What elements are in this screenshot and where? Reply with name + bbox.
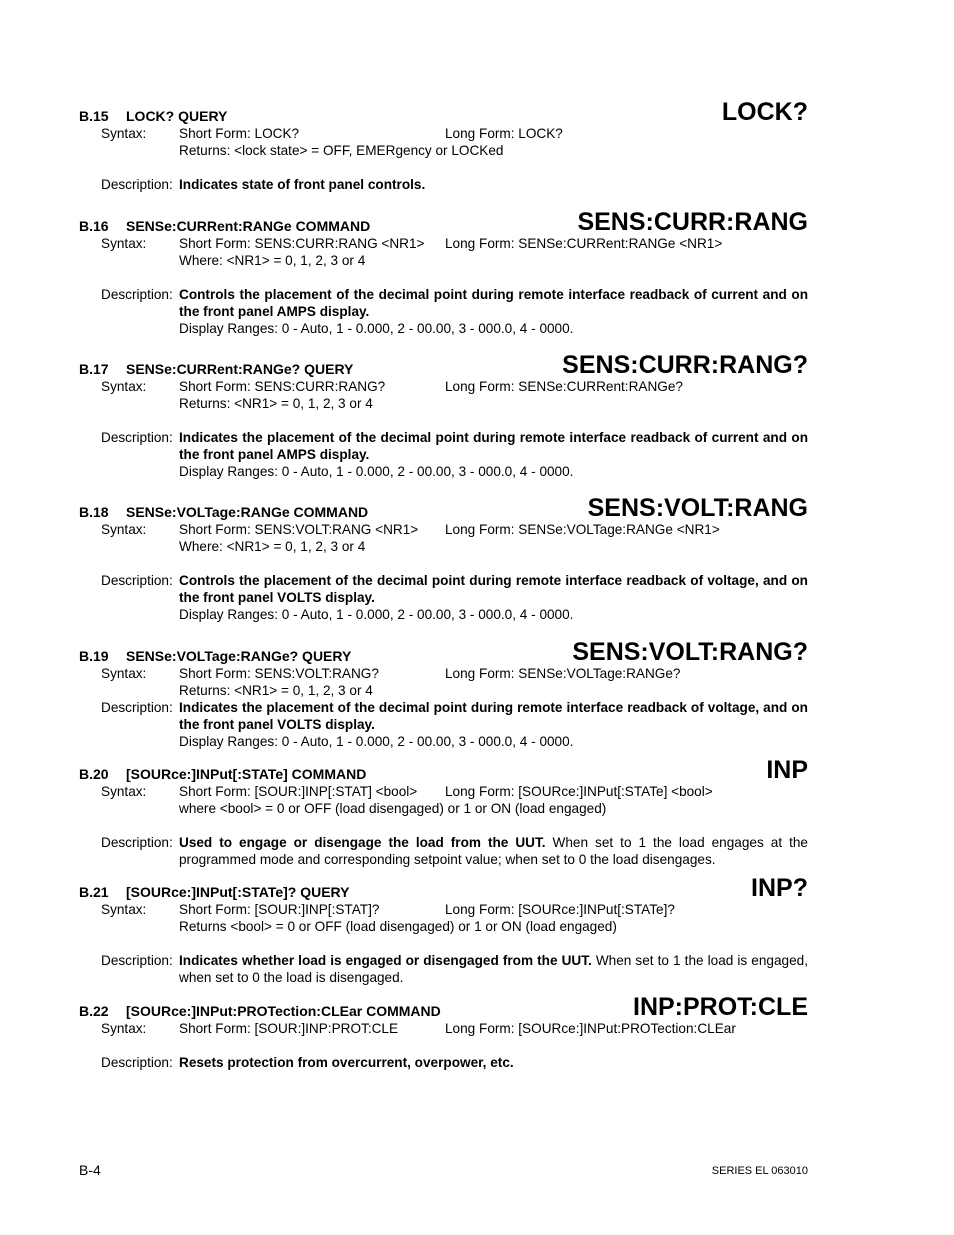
- description-label: Description:: [101, 1055, 173, 1070]
- long-form: Long Form: [SOURce:]INPut[:STATe] <bool>: [445, 784, 713, 799]
- section-title: [SOURce:]INPut[:STATe] COMMAND: [126, 766, 367, 782]
- short-form: Short Form: SENS:CURR:RANG <NR1>: [179, 236, 425, 251]
- section-title: SENSe:CURRent:RANGe COMMAND: [126, 218, 371, 234]
- long-form: Long Form: [SOURce:]INPut[:STATe]?: [445, 902, 675, 917]
- short-form: Short Form: [SOUR:]INP[:STAT]?: [179, 902, 380, 917]
- syntax-row: [79, 1020, 808, 1037]
- description-bold: Resets protection from overcurrent, overpower, etc.: [179, 1055, 514, 1070]
- description-bold: Indicates the placement of the decimal point during remote interface readback of voltage, and on the front panel VOLTS display.: [179, 700, 808, 732]
- syntax-row: [79, 235, 808, 252]
- section-number: B.19: [79, 648, 109, 664]
- description-row: [79, 699, 808, 750]
- section-header: [79, 756, 808, 784]
- section-b21: [79, 874, 808, 986]
- section-title: [SOURce:]INPut:PROTection:CLEar COMMAND: [126, 1003, 441, 1019]
- syntax-detail-row: [79, 682, 808, 699]
- section-title: [SOURce:]INPut[:STATe]? QUERY: [126, 884, 350, 900]
- section-header: [79, 993, 808, 1021]
- syntax-label: Syntax:: [101, 522, 147, 537]
- section-number: B.18: [79, 504, 109, 520]
- syntax-detail: Returns: <lock state> = OFF, EMERgency or LOCKed: [179, 143, 504, 158]
- description-label: Description:: [101, 700, 173, 715]
- description-row: [79, 1054, 808, 1071]
- short-form: Short Form: [SOUR:]INP[:STAT] <bool>: [179, 784, 418, 799]
- description-bold: Indicates whether load is engaged or disengaged from the UUT.: [179, 953, 592, 968]
- section-b17: [79, 351, 808, 480]
- syntax-detail-row: [79, 142, 808, 159]
- display-ranges: Display Ranges: 0 - Auto, 1 - 0.000, 2 - 00.00, 3 - 000.0, 4 - 0000.: [179, 734, 574, 749]
- short-form: Short Form: LOCK?: [179, 126, 300, 141]
- syntax-row: [79, 521, 808, 538]
- syntax-label: Syntax:: [101, 236, 147, 251]
- syntax-detail: Where: <NR1> = 0, 1, 2, 3 or 4: [179, 539, 366, 554]
- long-form: Long Form: [SOURce:]INPut:PROTection:CLEar: [445, 1021, 736, 1036]
- description-label: Description:: [101, 177, 173, 192]
- syntax-row: [79, 901, 808, 918]
- short-form: Short Form: [SOUR:]INP:PROT:CLE: [179, 1021, 399, 1036]
- syntax-row: [79, 378, 808, 395]
- display-ranges: Display Ranges: 0 - Auto, 1 - 0.000, 2 - 00.00, 3 - 000.0, 4 - 0000.: [179, 321, 574, 336]
- section-number: B.15: [79, 108, 109, 124]
- section-b18: [79, 494, 808, 623]
- syntax-label: Syntax:: [101, 1021, 147, 1036]
- syntax-label: Syntax:: [101, 902, 147, 917]
- command-mnemonic: INP?: [751, 874, 808, 902]
- command-mnemonic: SENS:CURR:RANG: [577, 208, 808, 236]
- description-bold: Controls the placement of the decimal point during remote interface readback of voltage, and on the front panel VOLTS display.: [179, 573, 808, 605]
- syntax-detail: Returns <bool> = 0 or OFF (load disengaged) or 1 or ON (load engaged): [179, 919, 617, 934]
- description-bold: Indicates the placement of the decimal point during remote interface readback of current and on the front panel AMPS display.: [179, 430, 808, 462]
- section-b16: [79, 208, 808, 337]
- section-header: [79, 638, 808, 666]
- section-b20: [79, 756, 808, 868]
- long-form: Long Form: LOCK?: [445, 126, 563, 141]
- section-title: SENSe:VOLTage:RANGe? QUERY: [126, 648, 352, 664]
- long-form: Long Form: SENSe:CURRent:RANGe <NR1>: [445, 236, 723, 251]
- short-form: Short Form: SENS:VOLT:RANG <NR1>: [179, 522, 419, 537]
- description-label: Description:: [101, 953, 173, 968]
- section-b15: [79, 98, 808, 193]
- description-label: Description:: [101, 835, 173, 850]
- description-label: Description:: [101, 573, 173, 588]
- command-mnemonic: INP: [766, 756, 808, 784]
- section-title: LOCK? QUERY: [126, 108, 228, 124]
- command-mnemonic: LOCK?: [721, 98, 808, 126]
- syntax-row: [79, 783, 808, 800]
- section-header: [79, 351, 808, 379]
- description-row: [79, 429, 808, 480]
- description-bold: Controls the placement of the decimal point during remote interface readback of current and on the front panel AMPS display.: [179, 287, 808, 319]
- syntax-detail-row: [79, 252, 808, 269]
- section-number: B.22: [79, 1003, 109, 1019]
- long-form: Long Form: SENSe:VOLTage:RANGe <NR1>: [445, 522, 720, 537]
- description-bold: Indicates state of front panel controls.: [179, 177, 426, 192]
- short-form: Short Form: SENS:CURR:RANG?: [179, 379, 386, 394]
- section-header: [79, 208, 808, 236]
- description-row: [79, 952, 808, 986]
- syntax-row: [79, 125, 808, 142]
- description-label: Description:: [101, 287, 173, 302]
- syntax-label: Syntax:: [101, 379, 147, 394]
- section-number: B.16: [79, 218, 109, 234]
- syntax-label: Syntax:: [101, 666, 147, 681]
- syntax-detail: Returns: <NR1> = 0, 1, 2, 3 or 4: [179, 396, 373, 411]
- syntax-row: [79, 665, 808, 682]
- command-mnemonic: SENS:VOLT:RANG: [587, 494, 808, 522]
- command-mnemonic: INP:PROT:CLE: [633, 993, 808, 1021]
- command-mnemonic: SENS:CURR:RANG?: [562, 351, 808, 379]
- description-text: When set to 1 the load engages at the programmed mode and corresponding setpoint value; when set to 0 the load disengages.: [179, 835, 808, 867]
- document-series: SERIES EL 063010: [711, 1165, 808, 1177]
- short-form: Short Form: SENS:VOLT:RANG?: [179, 666, 379, 681]
- command-mnemonic: SENS:VOLT:RANG?: [572, 638, 808, 666]
- syntax-label: Syntax:: [101, 126, 147, 141]
- description-row: [79, 572, 808, 623]
- display-ranges: Display Ranges: 0 - Auto, 1 - 0.000, 2 - 00.00, 3 - 000.0, 4 - 0000.: [179, 607, 574, 622]
- description-label: Description:: [101, 430, 173, 445]
- section-title: SENSe:CURRent:RANGe? QUERY: [126, 361, 354, 377]
- long-form: Long Form: SENSe:CURRent:RANGe?: [445, 379, 683, 394]
- section-b22: [79, 993, 808, 1071]
- syntax-detail-row: [79, 395, 808, 412]
- section-number: B.17: [79, 361, 109, 377]
- description-row: [79, 834, 808, 868]
- syntax-detail: Where: <NR1> = 0, 1, 2, 3 or 4: [179, 253, 366, 268]
- section-header: [79, 494, 808, 522]
- description-row: [79, 286, 808, 337]
- section-number: B.21: [79, 884, 109, 900]
- syntax-detail-row: [79, 538, 808, 555]
- syntax-detail-row: [79, 918, 808, 935]
- syntax-detail-row: [79, 800, 808, 817]
- long-form: Long Form: SENSe:VOLTage:RANGe?: [445, 666, 681, 681]
- display-ranges: Display Ranges: 0 - Auto, 1 - 0.000, 2 - 00.00, 3 - 000.0, 4 - 0000.: [179, 464, 574, 479]
- page-number: B-4: [79, 1162, 101, 1178]
- syntax-detail: where <bool> = 0 or OFF (load disengaged) or 1 or ON (load engaged): [179, 801, 607, 816]
- section-header: [79, 98, 808, 126]
- syntax-detail: Returns: <NR1> = 0, 1, 2, 3 or 4: [179, 683, 373, 698]
- description-row: [79, 176, 808, 193]
- section-b19: [79, 638, 808, 750]
- section-title: SENSe:VOLTage:RANGe COMMAND: [126, 504, 369, 520]
- syntax-label: Syntax:: [101, 784, 147, 799]
- section-header: [79, 874, 808, 902]
- section-number: B.20: [79, 766, 109, 782]
- description-text: When set to 1 the load is engaged, when set to 0 the load is disengaged.: [179, 953, 808, 985]
- description-bold: Used to engage or disengage the load from the UUT.: [179, 835, 546, 850]
